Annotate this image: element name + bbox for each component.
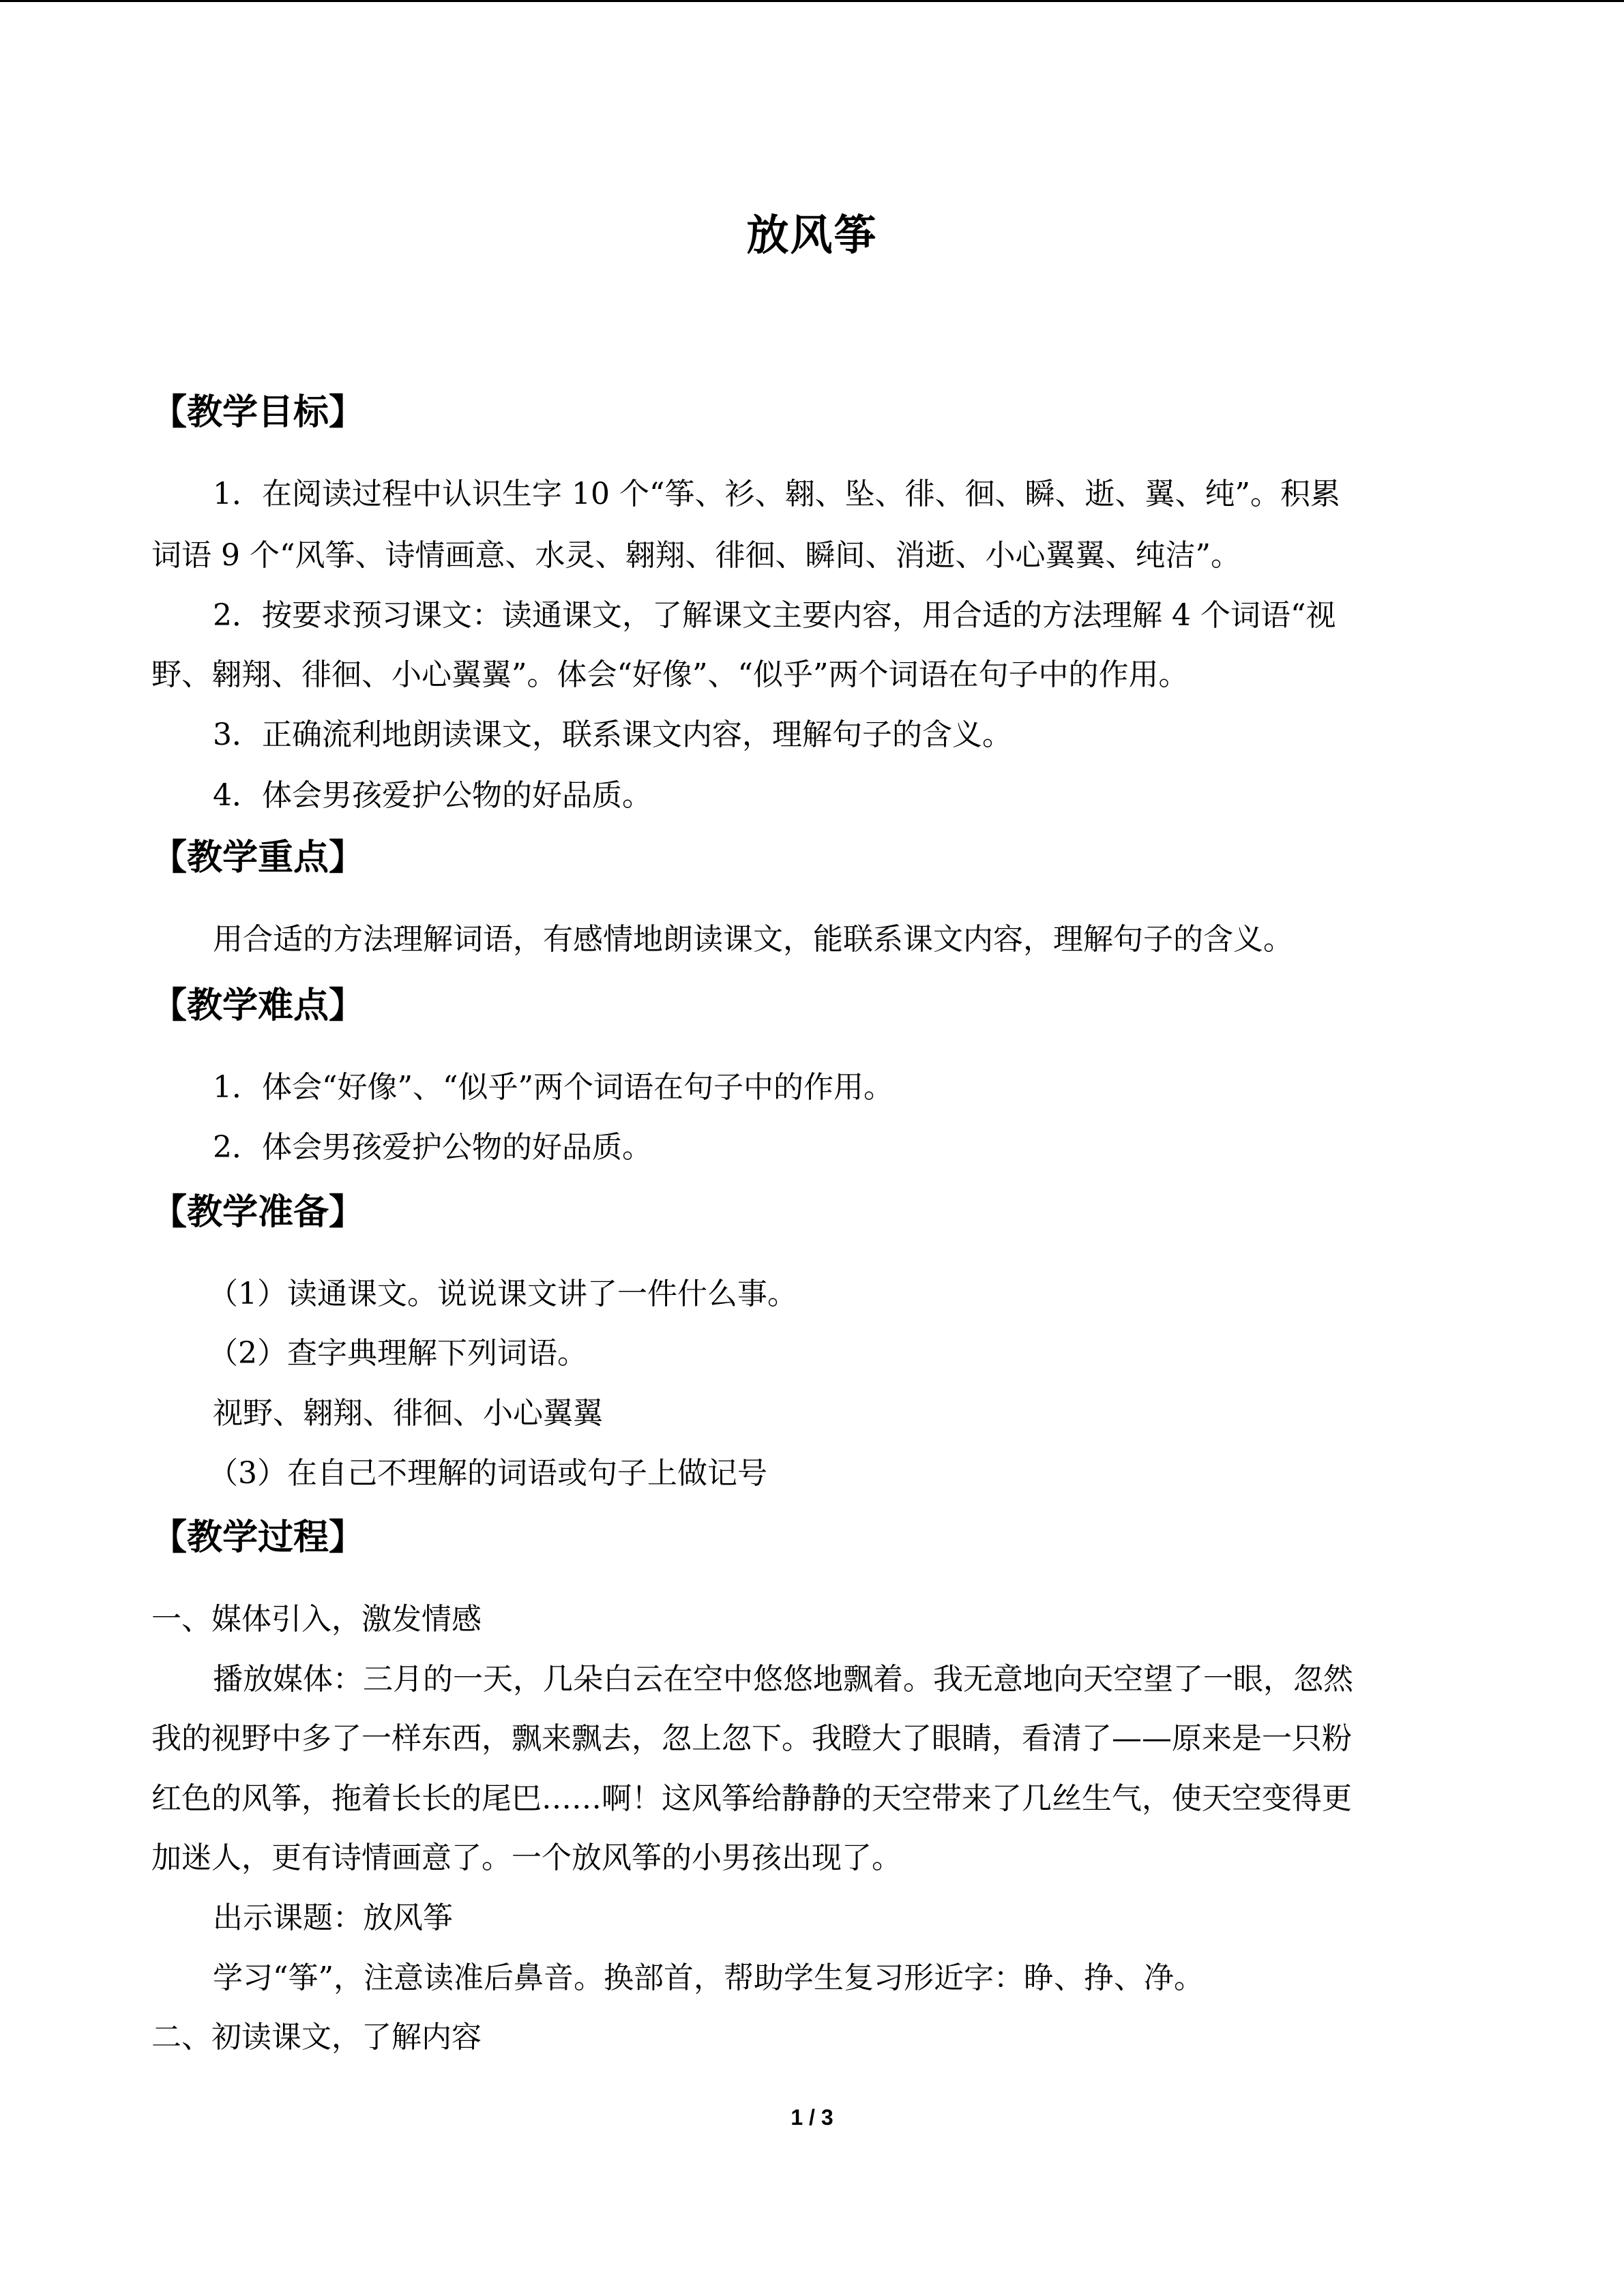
preparation-line: （3）在自己不理解的词语或句子上做记号 [208, 1456, 767, 1491]
key-points-line: 用合适的方法理解词语，有感情地朗读课文，能联系课文内容，理解句子的含义。 [213, 922, 1293, 957]
section-heading-goals: 【教学目标】 [151, 392, 365, 433]
section-heading-key-points: 【教学重点】 [151, 837, 365, 878]
goals-line: 1．在阅读过程中认识生字 10 个“筝、衫、翱、坠、徘、徊、瞬、逝、翼、纯”。积累 [213, 477, 1340, 511]
goals-line: 野、翱翔、徘徊、小心翼翼”。体会“好像”、“似乎”两个词语在句子中的作用。 [151, 657, 1189, 692]
goals-line: 3．正确流利地朗读课文，联系课文内容，理解句子的含义。 [213, 717, 1012, 752]
process-line: 二、初读课文，了解内容 [151, 2020, 482, 2055]
difficulties-line: 1．体会“好像”、“似乎”两个词语在句子中的作用。 [213, 1070, 894, 1105]
top-border-rule [0, 0, 1624, 2]
process-line: 播放媒体：三月的一天，几朵白云在空中悠悠地飘着。我无意地向天空望了一眼，忽然 [213, 1662, 1353, 1697]
goals-line: 4．体会男孩爱护公物的好品质。 [213, 778, 652, 813]
process-line: 红色的风筝，拖着长长的尾巴……啊！这风筝给静静的天空带来了几丝生气，使天空变得更 [151, 1781, 1352, 1816]
process-line: 我的视野中多了一样东西，飘来飘去，忽上忽下。我瞪大了眼睛，看清了——原来是一只粉 [151, 1721, 1352, 1756]
process-line: 出示课题：放风筝 [213, 1900, 453, 1935]
goals-line: 词语 9 个“风筝、诗情画意、水灵、翱翔、徘徊、瞬间、消逝、小心翼翼、纯洁”。 [151, 538, 1241, 573]
process-line: 一、媒体引入，激发情感 [151, 1602, 482, 1637]
process-line: 加迷人，更有诗情画意了。一个放风筝的小男孩出现了。 [151, 1840, 902, 1875]
section-heading-process: 【教学过程】 [151, 1517, 365, 1558]
difficulties-line: 2．体会男孩爱护公物的好品质。 [213, 1130, 652, 1165]
page-number: 1 / 3 [791, 2105, 833, 2130]
goals-line: 2．按要求预习课文：读通课文，了解课文主要内容，用合适的方法理解 4 个词语“视 [213, 598, 1336, 633]
section-heading-preparation: 【教学准备】 [151, 1192, 365, 1233]
preparation-line: 视野、翱翔、徘徊、小心翼翼 [213, 1396, 603, 1431]
section-heading-difficulties: 【教学难点】 [151, 985, 365, 1026]
preparation-line: （2）查字典理解下列词语。 [208, 1336, 587, 1371]
document-title: 放风筝 [746, 210, 878, 260]
preparation-line: （1）读通课文。说说课文讲了一件什么事。 [208, 1277, 797, 1311]
process-line: 学习“筝”，注意读准后鼻音。换部首，帮助学生复习形近字：睁、挣、净。 [213, 1960, 1204, 1995]
